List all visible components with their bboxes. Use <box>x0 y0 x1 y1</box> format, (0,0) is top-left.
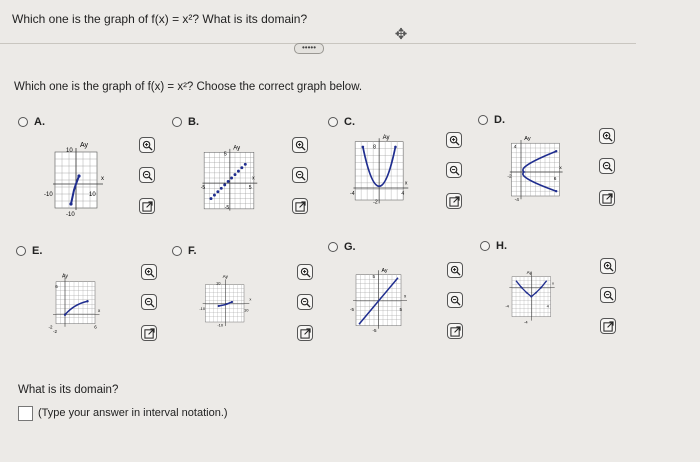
zoom-in-icon[interactable] <box>600 258 616 274</box>
graph-f-tick-right: 10 <box>244 307 249 313</box>
zoom-out-icon[interactable] <box>139 167 155 183</box>
graph-h <box>500 256 560 336</box>
open-new-window-icon[interactable] <box>447 323 463 339</box>
graph-e-tick-bottom: -2 <box>53 328 58 334</box>
domain-question: What is its domain? <box>18 384 119 396</box>
question-title: Which one is the graph of f(x) = x²? What is its domain? <box>12 12 308 26</box>
option-c-label: C. <box>344 116 355 128</box>
graph-a-y-label: Ay <box>80 142 89 149</box>
graph-g-tick-bottom: -5 <box>372 327 377 333</box>
graph-e <box>44 262 104 342</box>
graph-f-tick-left: -10 <box>199 306 206 311</box>
open-new-window-icon[interactable] <box>139 198 155 214</box>
option-b-label: B. <box>188 116 199 128</box>
zoom-out-icon[interactable] <box>600 287 616 303</box>
option-d-radio[interactable] <box>478 115 488 125</box>
graph-c-tick-right: 4 <box>401 190 405 197</box>
graph-d-tick-right: 6 <box>553 177 557 182</box>
zoom-out-icon[interactable] <box>599 158 615 174</box>
option-b-radio[interactable] <box>172 117 182 127</box>
zoom-out-icon[interactable] <box>292 167 308 183</box>
graph-b-tick-top: 5 <box>223 151 227 158</box>
graph-c-tick-bottom: -2 <box>373 199 378 206</box>
graph-f-x-label: x <box>249 296 252 302</box>
option-f-radio[interactable] <box>172 246 182 256</box>
zoom-in-icon[interactable] <box>292 137 308 153</box>
graph-d <box>505 128 565 208</box>
option-e-label: E. <box>32 245 43 257</box>
graph-d-tick-left: -2 <box>507 174 512 180</box>
answer-hint: (Type your answer in interval notation.) <box>38 407 228 419</box>
option-f-label: F. <box>188 245 197 257</box>
graph-e-x-label: x <box>98 307 101 313</box>
graph-f-tick-top: 10 <box>216 280 221 286</box>
graph-e-tick-right: 6 <box>94 324 97 330</box>
graph-f-y-label: Ay <box>222 274 229 279</box>
option-f[interactable] <box>172 245 197 257</box>
zoom-in-icon[interactable] <box>446 132 462 148</box>
option-b[interactable] <box>172 116 199 128</box>
zoom-in-icon[interactable] <box>141 264 157 280</box>
graph-g-tick-right: 5 <box>399 306 403 312</box>
graph-f <box>196 260 256 340</box>
graph-h-tick-bottom: -4 <box>524 319 528 325</box>
option-e[interactable] <box>16 245 42 257</box>
graph-h-tick-left: -4 <box>505 303 509 309</box>
graph-c-tick-top: 8 <box>373 144 377 151</box>
option-h-label: H. <box>496 240 507 252</box>
option-d[interactable] <box>478 114 505 126</box>
zoom-in-icon[interactable] <box>297 264 313 280</box>
graph-d-tick-top: 4 <box>513 145 517 150</box>
graph-question: Which one is the graph of f(x) = x²? Choose the correct graph below. <box>14 81 363 93</box>
option-g-label: G. <box>344 241 356 253</box>
graph-c-tick-left: -4 <box>350 190 355 197</box>
zoom-out-icon[interactable] <box>447 292 463 308</box>
graph-b <box>199 138 259 218</box>
option-c-radio[interactable] <box>328 117 338 127</box>
graph-d-x-label: x <box>559 165 562 171</box>
graph-b-tick-bottom: -5 <box>224 204 230 211</box>
graph-a <box>44 138 107 218</box>
graph-g-y-label: Ay <box>381 267 388 274</box>
graph-g-tick-left: -5 <box>350 306 355 312</box>
zoom-in-icon[interactable] <box>447 262 463 278</box>
option-e-radio[interactable] <box>16 246 26 256</box>
option-g[interactable] <box>328 241 356 253</box>
graph-b-tick-right: 5 <box>248 185 252 192</box>
zoom-out-icon[interactable] <box>297 294 313 310</box>
graph-a-tick-left: -10 <box>44 192 53 198</box>
graph-d-tick-bottom: -4 <box>514 197 519 203</box>
graph-c-y-label: Ay <box>382 135 390 142</box>
zoom-out-icon[interactable] <box>446 162 462 178</box>
graph-g-x-label: x <box>404 293 407 299</box>
graph-e-y-label: Ay <box>62 273 69 280</box>
graph-a-tick-top: 10 <box>66 148 73 154</box>
option-a-label: A. <box>34 116 45 128</box>
expand-more-button[interactable]: ••••• <box>294 43 324 54</box>
graph-f-tick-bottom: -10 <box>217 322 224 328</box>
graph-h-y-label: Ay <box>526 270 533 275</box>
option-d-label: D. <box>494 114 505 126</box>
graph-a-tick-right: 10 <box>89 192 96 198</box>
graph-b-x-label: x <box>252 175 255 182</box>
graph-h-x-label: x <box>552 280 554 286</box>
zoom-in-icon[interactable] <box>139 137 155 153</box>
option-a-radio[interactable] <box>18 117 28 127</box>
option-h[interactable] <box>480 240 507 252</box>
graph-a-x-label: x <box>101 176 104 182</box>
graph-g-tick-top: 5 <box>372 273 376 279</box>
domain-answer-input[interactable] <box>18 406 33 421</box>
option-c[interactable] <box>328 116 355 128</box>
graph-b-y-label: Ay <box>233 145 241 152</box>
open-new-window-icon[interactable] <box>297 325 313 341</box>
option-a[interactable] <box>18 116 45 128</box>
graph-c-x-label: x <box>404 180 408 187</box>
graph-e-tick-left: -2 <box>48 324 53 330</box>
option-g-radio[interactable] <box>328 242 338 252</box>
option-h-radio[interactable] <box>480 241 490 251</box>
graph-h-tick-right: 4 <box>546 303 549 309</box>
graph-b-tick-left: -5 <box>200 185 206 192</box>
graph-c <box>350 130 410 210</box>
graph-g <box>350 258 410 338</box>
graph-a-tick-bottom: -10 <box>66 212 75 218</box>
graph-d-y-label: Ay <box>524 136 531 142</box>
open-new-window-icon[interactable] <box>141 325 157 341</box>
open-new-window-icon[interactable] <box>292 198 308 214</box>
zoom-out-icon[interactable] <box>141 294 157 310</box>
move-icon[interactable]: ✥ <box>394 26 408 43</box>
graph-e-tick-top: 6 <box>55 283 58 289</box>
open-new-window-icon[interactable] <box>446 193 462 209</box>
open-new-window-icon[interactable] <box>599 190 615 206</box>
zoom-in-icon[interactable] <box>599 128 615 144</box>
open-new-window-icon[interactable] <box>600 318 616 334</box>
